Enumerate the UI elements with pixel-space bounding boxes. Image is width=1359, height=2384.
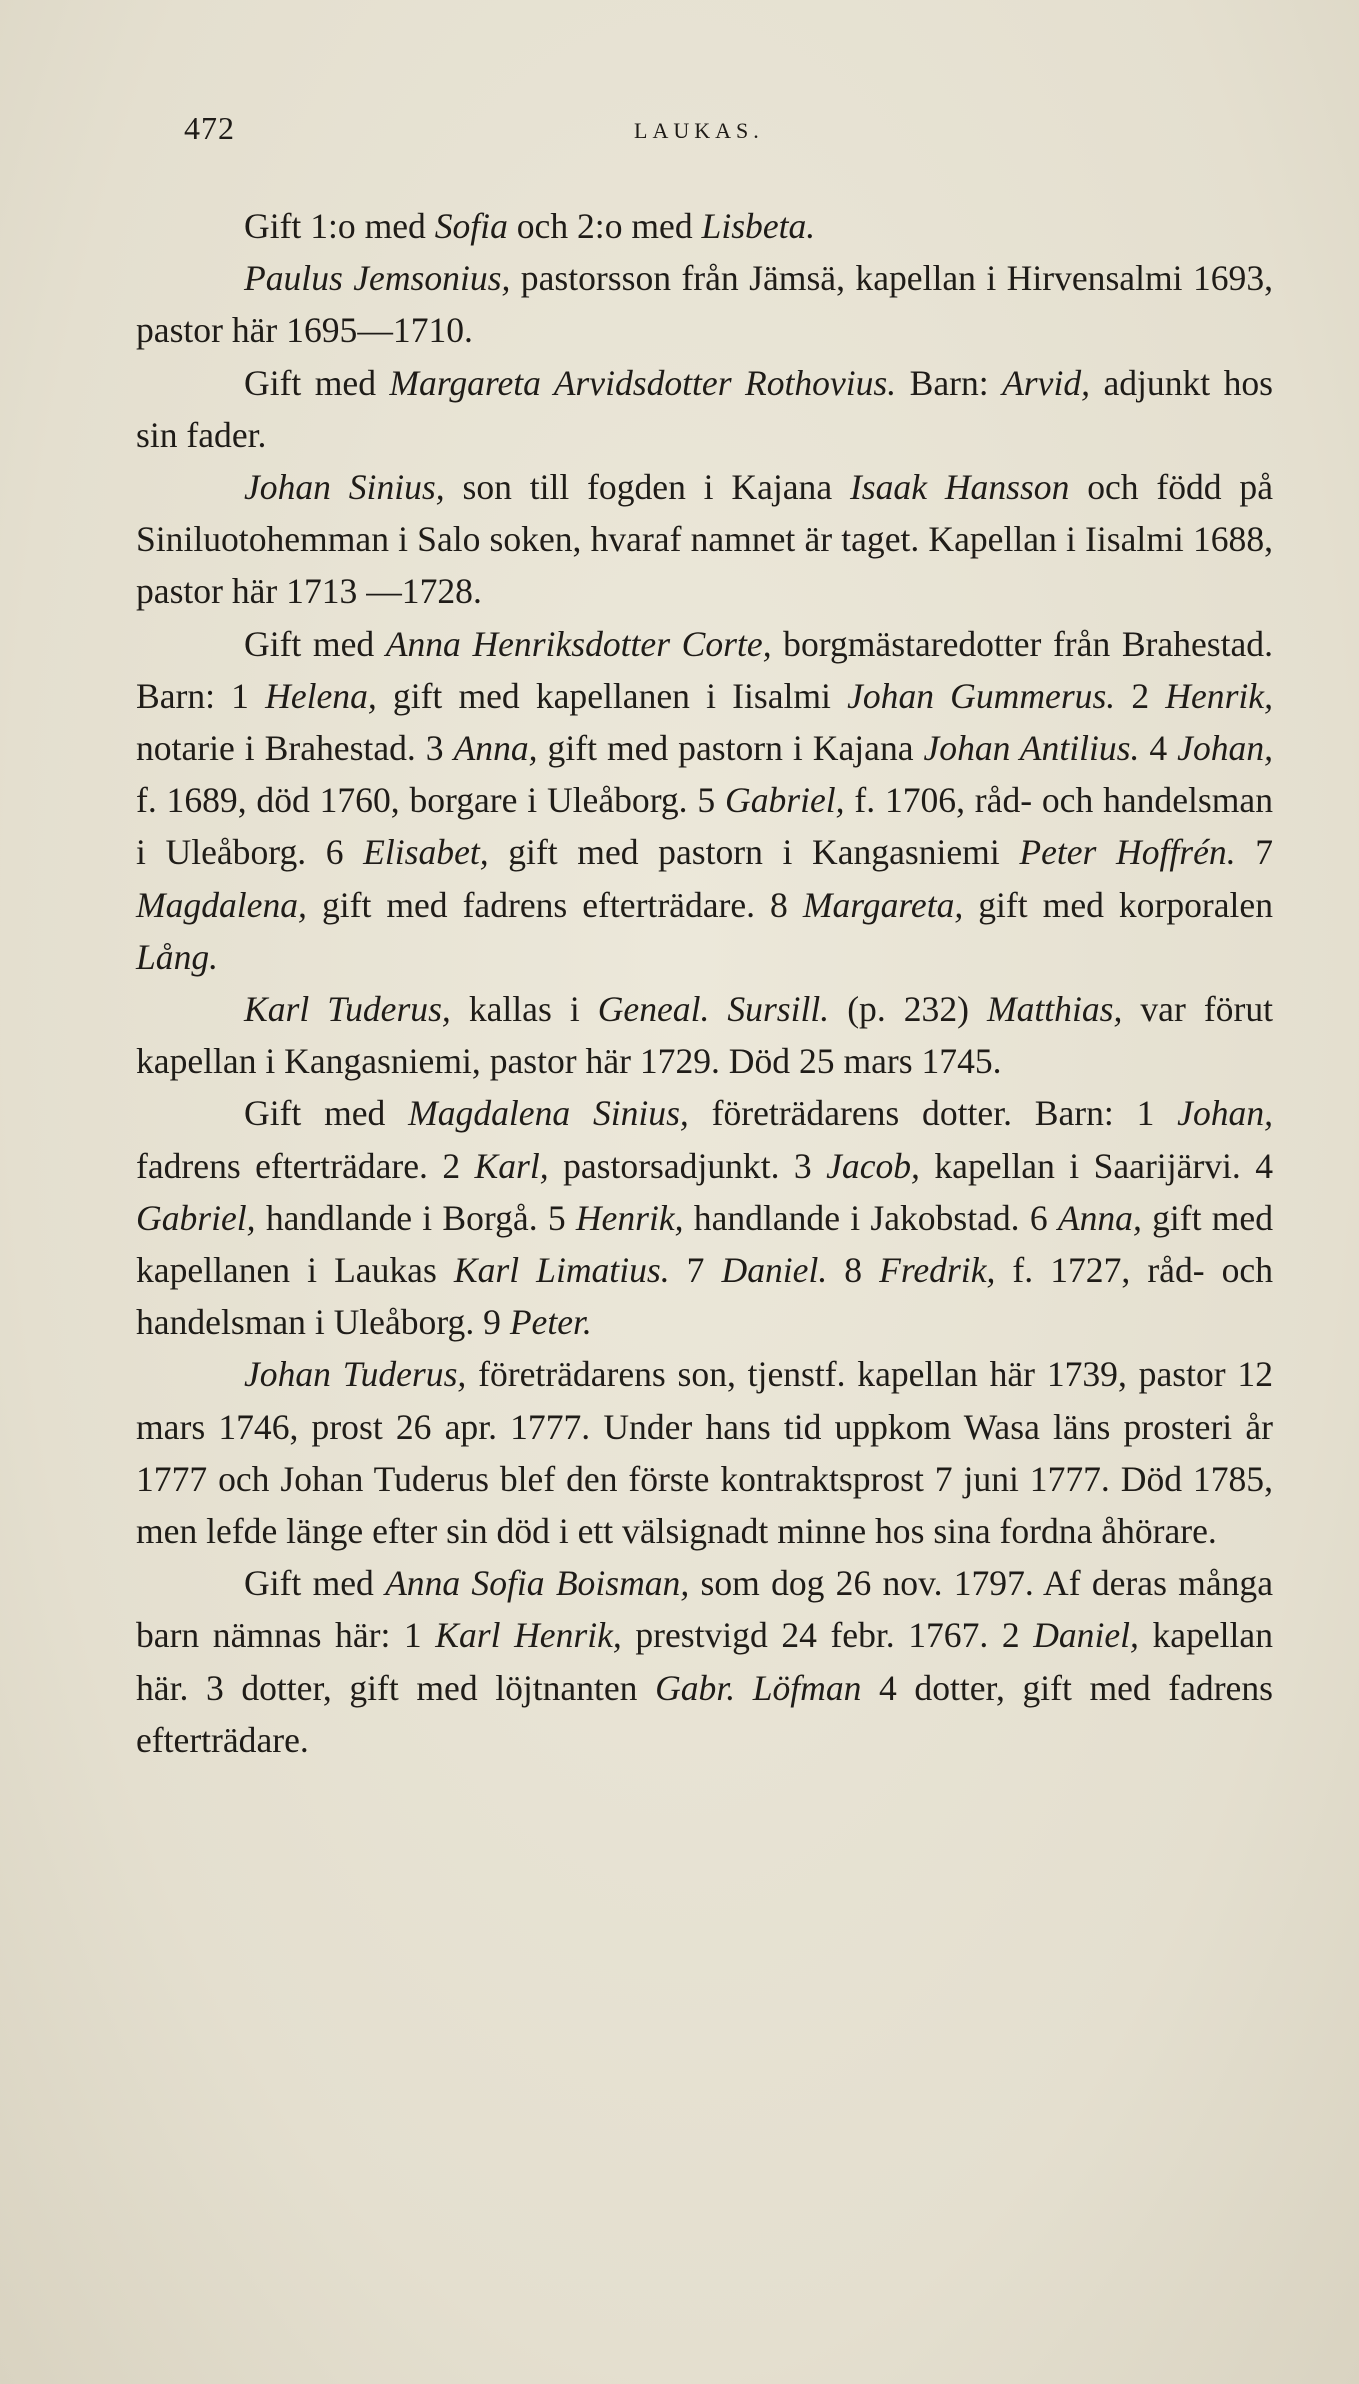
italic-name: Henrik, — [1165, 675, 1273, 716]
text-run: gift med korporalen — [963, 884, 1273, 925]
italic-name: Henrik, — [575, 1197, 684, 1238]
text-run: gift med kapellanen i Iisalmi — [376, 675, 848, 716]
text-run: kallas i — [450, 989, 598, 1030]
italic-name: Johan Gummerus. — [847, 675, 1116, 716]
text-run: handlande i Jakobstad. 6 — [683, 1197, 1058, 1238]
text-run: Barn: — [896, 362, 1003, 403]
italic-name: Sofia — [434, 206, 508, 246]
text-run: gift med pastorn i Kangasniemi — [488, 832, 1020, 873]
paragraph — [136, 461, 1273, 618]
italic-name: Karl Henrik, — [435, 1615, 622, 1656]
text-run: företrädarens son, tjenstf. kapellan här 1739, pastor 12 mars 1746, prost 26 apr. 1777. Under hans tid uppkom Wasa läns prosteri år 1777 och Johan Tuderus blef den förste kontraktsprost 7 juni 1777. Död 1785, men lefde länge efter sin död i ett välsignadt minne hos sina fordna åhörare. — [136, 1354, 1273, 1552]
text-run: fadrens efterträdare. 2 — [136, 1145, 475, 1186]
italic-name: Fredrik, — [879, 1250, 996, 1291]
italic-name: Karl, — [474, 1145, 549, 1186]
italic-name: Johan, — [1177, 728, 1274, 769]
italic-name: Magdalena Sinius, — [408, 1093, 689, 1134]
text-run: pastorsadjunkt. 3 — [548, 1145, 827, 1186]
text-run: son till fogden i Kajana — [444, 467, 850, 508]
text-run: som dog 26 nov. 1797. Af deras många barn nämnas här: 1 — [136, 1563, 1274, 1656]
italic-name: Karl Limatius. — [453, 1250, 670, 1291]
italic-name: Johan, — [1177, 1093, 1273, 1134]
paragraph — [136, 1348, 1273, 1557]
text-run: kapellan i Saarijärvi. 4 — [919, 1145, 1273, 1186]
text-run: prestvigd 24 febr. 1767. 2 — [621, 1615, 1034, 1656]
italic-name: Gabriel, — [725, 780, 845, 821]
paragraph — [136, 200, 1273, 252]
text-run: 8 — [827, 1250, 880, 1291]
text-run: och född på Siniluotohemman i Salo soken, hvaraf namnet är taget. Kapellan i Iisalmi 1688, pastor här 1713 —1728. — [136, 467, 1273, 612]
italic-name: Paulus Jemsonius, — [244, 258, 511, 299]
text-run: företrädarens dotter. Barn: 1 — [688, 1093, 1178, 1134]
running-title: LAUKAS. — [634, 118, 764, 143]
italic-name: Elisabet, — [363, 832, 489, 873]
italic-name: Lisbeta. — [701, 206, 816, 246]
italic-name: Peter. — [509, 1302, 592, 1343]
italic-name: Johan Antilius. — [923, 728, 1140, 769]
text-run: Gift med — [244, 362, 390, 403]
body-text — [136, 200, 1273, 1766]
text-run: pastorsson från Jämsä, kapellan i Hirvensalmi 1693, pastor här 1695—1710. — [136, 258, 1273, 351]
italic-name: Arvid, — [1002, 362, 1091, 403]
italic-name: Margareta, — [802, 884, 964, 925]
text-run: kapellan här. 3 dotter, gift med löjtnanten — [136, 1615, 1274, 1708]
paragraph — [136, 983, 1273, 1087]
italic-name: Anna, — [1057, 1197, 1142, 1238]
text-run: 7 — [669, 1250, 722, 1291]
italic-name: Jacob, — [826, 1145, 920, 1186]
text-run: f. 1689, död 1760, borgare i Uleåborg. 5 — [136, 780, 725, 821]
text-run: 2 — [1115, 675, 1166, 716]
paragraph — [136, 357, 1273, 461]
text-run: och 2:o med — [507, 206, 702, 246]
text-run: (p. 232) — [829, 989, 987, 1030]
page-number: 472 — [184, 110, 235, 146]
paragraph — [136, 252, 1273, 356]
italic-name: Daniel, — [1033, 1615, 1139, 1656]
italic-name: Anna, — [453, 728, 538, 769]
italic-name: Gabr. Löfman — [655, 1667, 862, 1708]
text-run: notarie i Brahestad. 3 — [136, 728, 454, 769]
text-run: 4 — [1139, 728, 1178, 769]
text-run: gift med fadrens efterträdare. 8 — [306, 884, 803, 925]
page-header — [184, 110, 1269, 150]
italic-name: Daniel. — [721, 1250, 828, 1291]
text-run: f. 1706, råd- och handelsman i Uleåborg. 6 — [136, 780, 1273, 873]
italic-name: Helena, — [265, 675, 377, 716]
text-run: gift med pastorn i Kajana — [537, 728, 924, 769]
italic-name: Magdalena, — [136, 884, 307, 925]
italic-name: Anna Sofia Boisman, — [385, 1563, 690, 1604]
text-run: adjunkt hos sin fader. — [136, 362, 1274, 455]
italic-name: Peter Hoffrén. — [1019, 832, 1236, 873]
italic-name: Anna Henriksdotter Corte, — [385, 623, 772, 664]
text-run: 4 dotter, gift med fadrens efterträdare. — [136, 1667, 1273, 1760]
italic-name: Geneal. Sursill. — [597, 989, 830, 1030]
text-run: borgmästaredotter från Brahestad. Barn: 1 — [136, 623, 1273, 716]
text-run: Gift med — [244, 623, 386, 664]
paragraph — [136, 618, 1273, 983]
italic-name: Karl Tuderus, — [244, 989, 451, 1030]
text-run: f. 1727, råd- och handelsman i Uleåborg. 9 — [136, 1250, 1274, 1343]
text-run: gift med kapellanen i Laukas — [136, 1197, 1273, 1291]
italic-name: Matthias, — [986, 989, 1123, 1030]
italic-name: Johan Tuderus, — [244, 1354, 467, 1395]
paragraph — [136, 1557, 1273, 1766]
text-run: Gift 1:o med — [244, 206, 435, 246]
text-run: var förut kapellan i Kangasniemi, pastor här 1729. Död 25 mars 1745. — [136, 989, 1273, 1082]
italic-name: Lång. — [136, 936, 219, 977]
text-run: handlande i Borgå. 5 — [255, 1197, 576, 1238]
italic-name: Isaak Hansson — [849, 467, 1070, 508]
paragraph — [136, 1087, 1273, 1348]
italic-name: Gabriel, — [136, 1197, 256, 1238]
italic-name: Johan Sinius, — [244, 467, 445, 508]
text-run: Gift med — [244, 1093, 409, 1134]
text-run: 7 — [1235, 832, 1273, 873]
italic-name: Margareta Arvidsdotter Rothovius. — [389, 362, 897, 403]
text-run: Gift med — [244, 1563, 386, 1604]
